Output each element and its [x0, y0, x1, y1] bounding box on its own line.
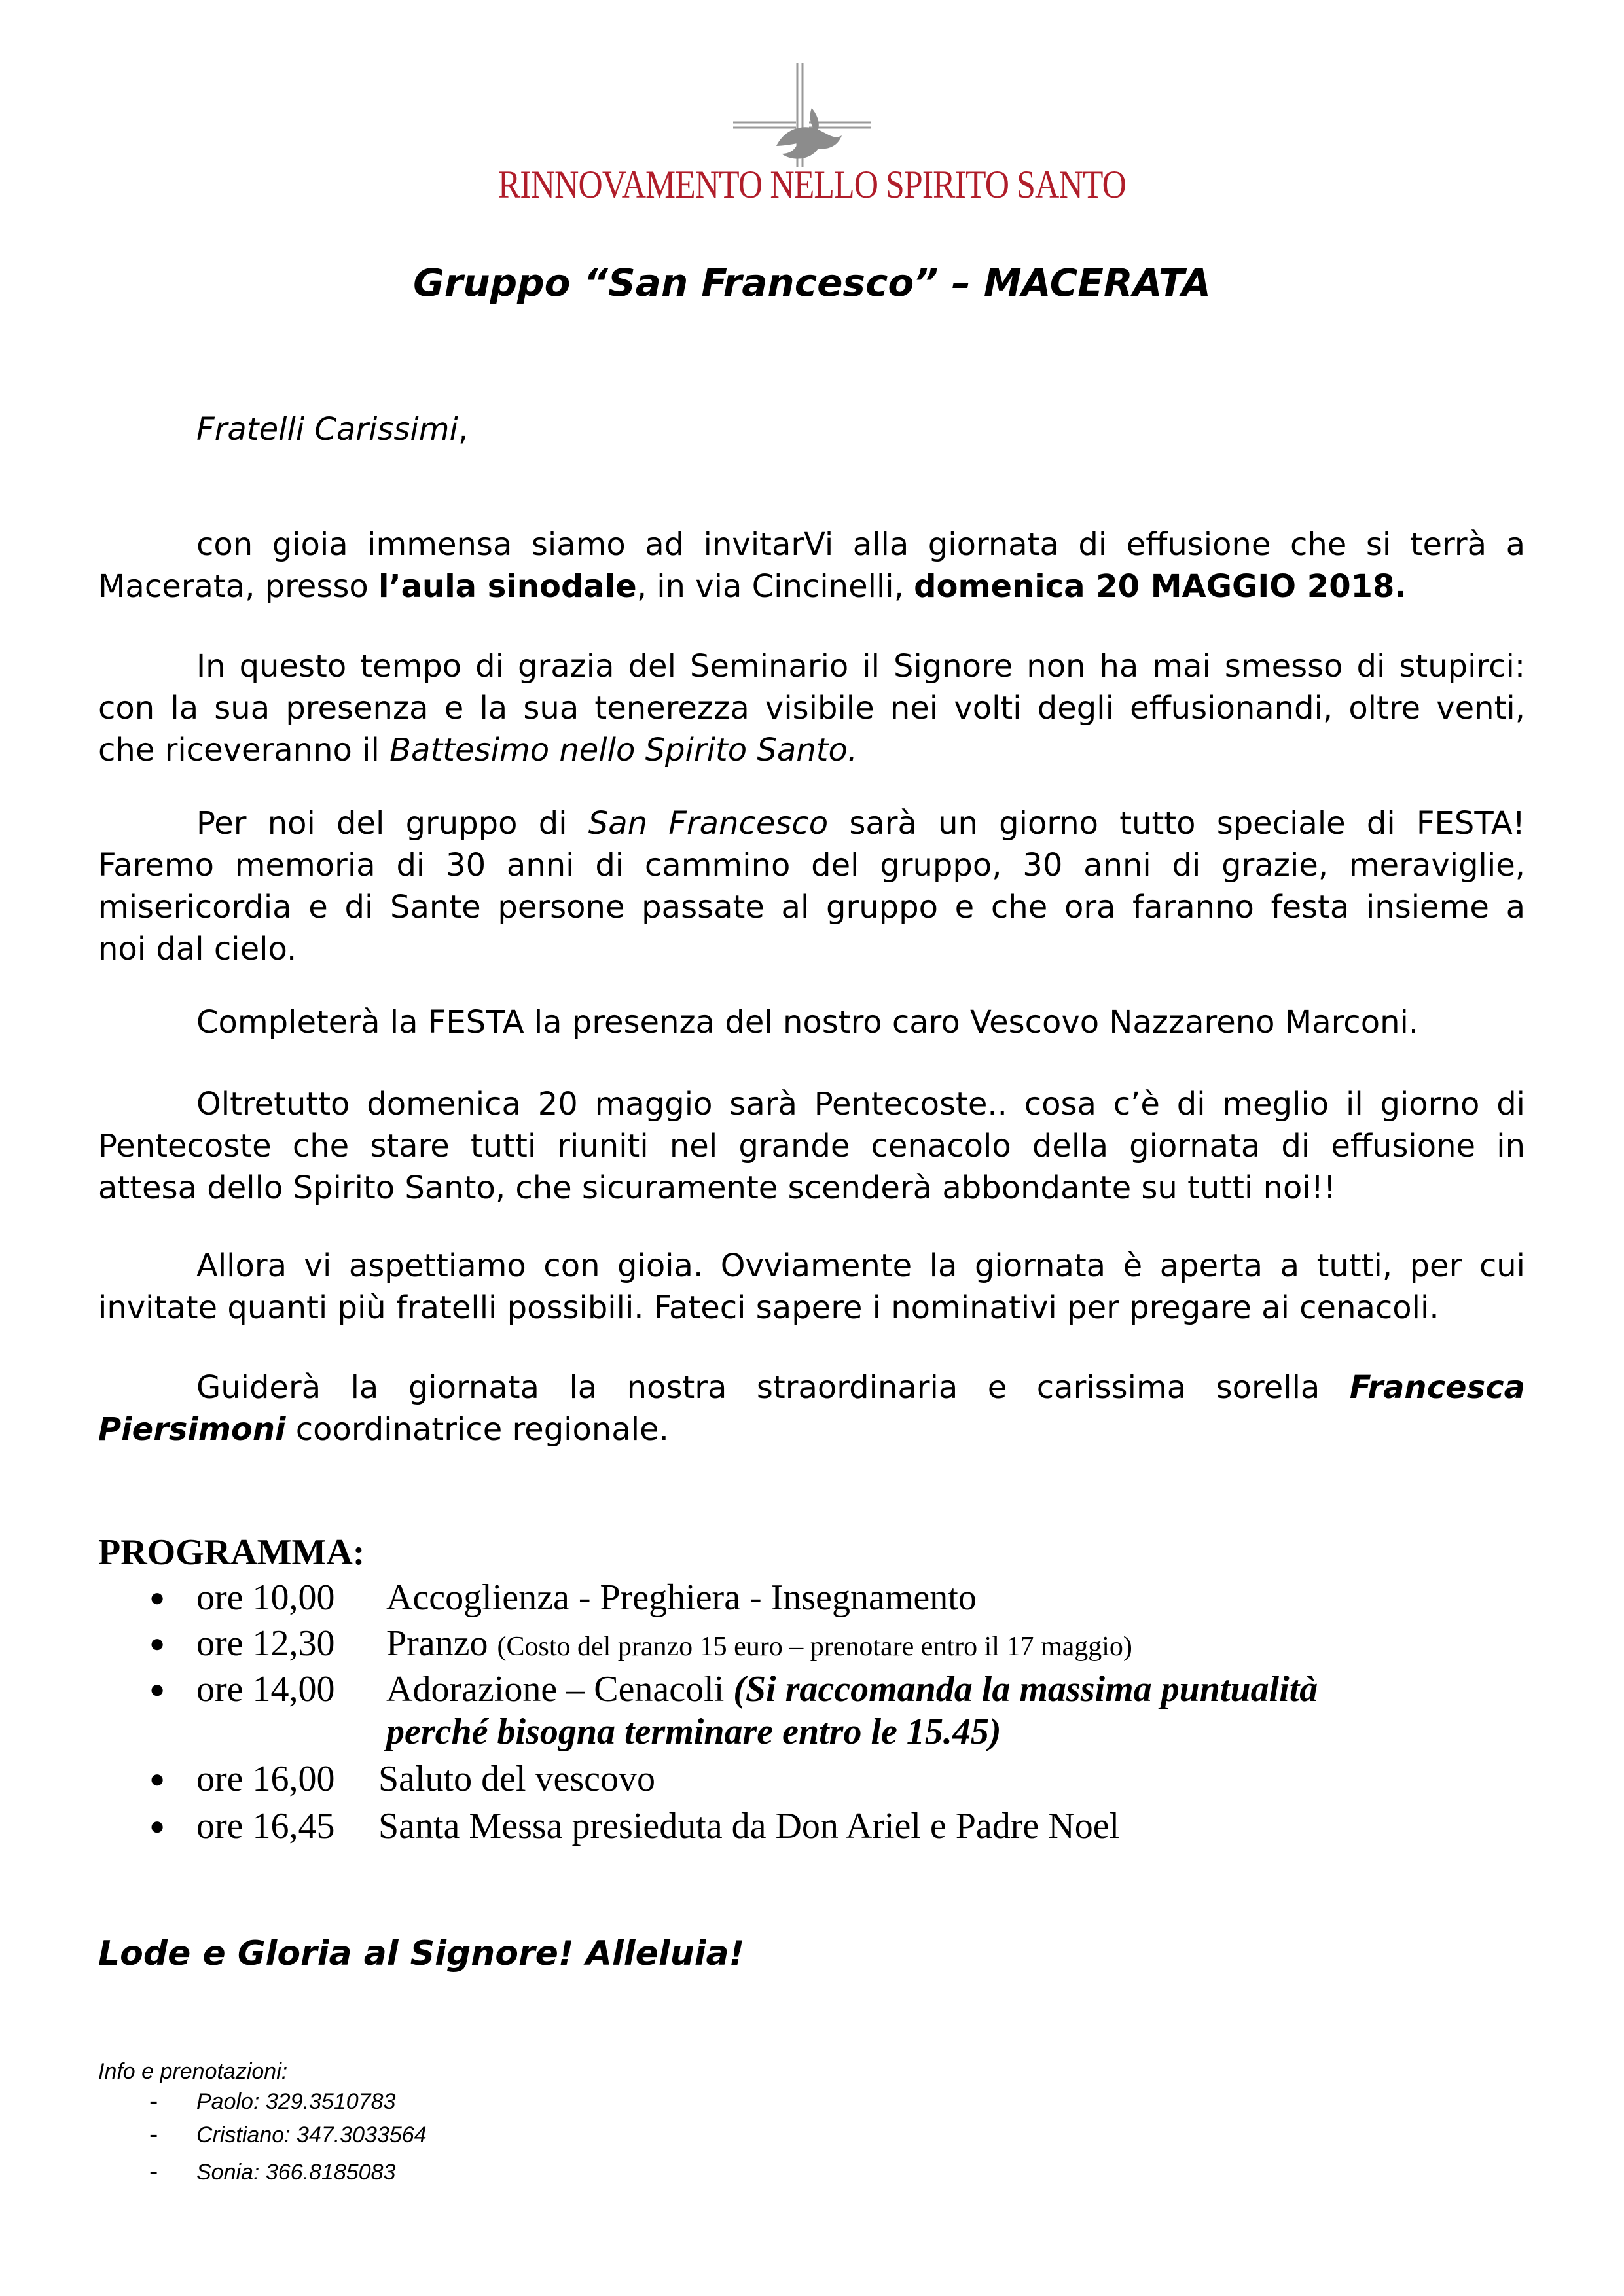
programma-heading: PROGRAMMA: — [98, 1532, 365, 1573]
dove-logo — [713, 62, 884, 167]
dash-icon: - — [149, 2087, 158, 2115]
paragraph-grace: In questo tempo di grazia del Seminario il Signore non ha mai smesso di stupirci: con la sua presenza e la sua tenerezza visibile nei volti degli effusionandi, oltre venti, che riceveranno il Battesimo nello Spirito Santo. — [98, 648, 1525, 768]
bullet-icon: ● — [149, 1628, 166, 1658]
bullet-icon: ● — [149, 1674, 166, 1704]
document-page: RINNOVAMENTO NELLO SPIRITO SANTO Gruppo “San Francesco” – MACERATA Fratelli Carissimi, con gioia immensa siamo ad invitarVi alla giornata di effusione che si terrà a Macerata, presso l’aula sinodale, in via Cincinelli, domenica 20 MAGGIO 2018. In questo tempo di grazia del Seminario il Signore non ha mai smesso di stupirci: con la sua presenza e la sua tenerezza visibile nei volti degli effusionandi, oltre venti, che riceveranno il Battesimo nello Spirito Santo. Per noi del gruppo di San Francesco sarà un giorno tutto speciale di FESTA! Faremo memoria di 30 anni di cammino del gruppo, 30 anni di grazie, meraviglie, misericordia e di Sante persone passate al gruppo e che ora faranno festa insieme a noi dal cielo. Completerà la FESTA la presenza del nostro caro Vescovo Nazzareno Marconi. Oltretutto domenica 20 maggio sarà Pentecoste.. cosa c’è di meglio il giorno di Pentecoste che stare tutti riuniti nel grande cenacolo della giornata di effusione in attesa dello Spirito Santo, che sicuramente scenderà abbondante su tutti noi!! Allora vi aspettiamo con gioia. Ovviamente la giornata è aperta a tutti, per cui invitate quanti più fratelli possibili. Fateci sapere i nominativi per pregare ai cenacoli. Guiderà la giornata la nostra straordinaria e carissima sorella Francesca Piersimoni coordinatrice regionale. PROGRAMMA: ● ore 10,00 Accoglienza - Preghiera - Insegnamento ● ore 12,30 Pranzo (Costo del pranzo 15 euro – prenotare entro il 17 maggio) ● ore 14,00 Adorazione – Cenacoli (Si raccomanda la massima puntualità perché bisogna terminare entro le 15.45) ● ore 16,00 Saluto del vescovo ● ore 16,45 Santa Messa presieduta da Don Ariel e Padre Noel Lode e Gloria al Signore! Alleluia! Info e prenotazioni: - Paolo: 329.3510783 - Cristiano: 347.3033564 - Sonia: 366.8185083 — [0, 0, 1624, 2296]
bullet-icon: ● — [149, 1811, 166, 1840]
paragraph-welcome: Allora vi aspettiamo con gioia. Ovviamente la giornata è aperta a tutti, per cui invitate quanti più fratelli possibili. Fateci sapere i nominativi per pregare ai cenacoli. — [98, 1247, 1525, 1326]
paragraph-anniversary: Per noi del gruppo di San Francesco sarà un giorno tutto speciale di FESTA! Faremo memoria di 30 anni di cammino del gruppo, 30 anni di grazie, meraviglie, misericordia e di Sante persone passate al gruppo e che ora faranno festa insieme a noi dal cielo. — [98, 805, 1526, 967]
paragraph-pentecost: Oltretutto domenica 20 maggio sarà Pentecoste.. cosa c’è di meglio il giorno di Pentecoste che stare tutti riuniti nel grande cenacolo della giornata di effusione in attesa dello Spirito Santo, che sicuramente scenderà abbondante su tutti noi!! — [98, 1086, 1525, 1206]
info-heading: Info e prenotazioni: — [98, 2059, 288, 2084]
closing-line: Lode e Gloria al Signore! Alleluia! — [98, 1934, 745, 1973]
bullet-icon: ● — [149, 1764, 166, 1793]
dash-icon: - — [149, 2157, 158, 2186]
salutation: Fratelli Carissimi, — [196, 411, 469, 448]
dash-icon: - — [149, 2120, 158, 2149]
document-title: Gruppo “San Francesco” – MACERATA — [413, 260, 1211, 305]
bullet-icon: ● — [149, 1583, 166, 1612]
paragraph-bishop: Completerà la FESTA la presenza del nostro caro Vescovo Nazzareno Marconi. — [196, 1004, 1419, 1041]
organization-name: RINNOVAMENTO NELLO SPIRITO SANTO — [497, 163, 1127, 206]
paragraph-guide: Guiderà la giornata la nostra straordinaria e carissima sorella Francesca Piersimoni coordinatrice regionale. — [98, 1369, 1525, 1448]
paragraph-invitation: con gioia immensa siamo ad invitarVi alla giornata di effusione che si terrà a Macerata, presso l’aula sinodale, in via Cincinelli, domenica 20 MAGGIO 2018. — [98, 526, 1525, 605]
